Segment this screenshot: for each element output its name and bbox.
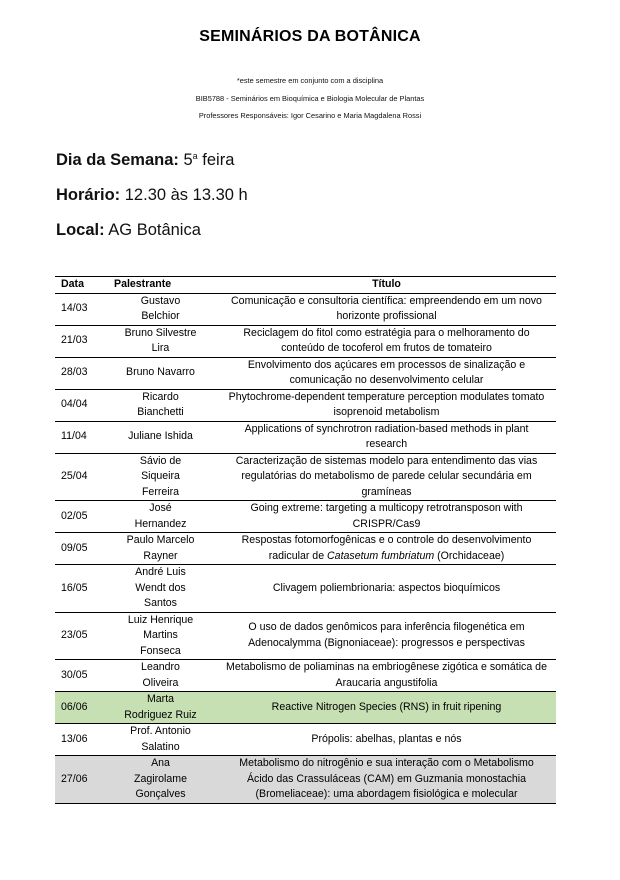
time-label: Horário: bbox=[56, 186, 121, 204]
row-speaker: Paulo Marcelo Rayner bbox=[104, 533, 217, 565]
row-title: Comunicação e consultoria científica: empreendendo em um novo horizonte profissional bbox=[217, 293, 556, 325]
row-title: Clivagem poliembrionaria: aspectos bioquímicos bbox=[217, 565, 556, 613]
row-date: 06/06 bbox=[55, 692, 104, 724]
table-row bbox=[55, 756, 556, 804]
row-title: Própolis: abelhas, plantas e nós bbox=[217, 724, 556, 756]
professors-line: Professores Responsáveis: Igor Cesarino e Maria Magdalena Rossi bbox=[198, 111, 422, 120]
column-header-speaker: Palestrante bbox=[104, 277, 217, 294]
row-speaker: Bruno Navarro bbox=[104, 357, 217, 389]
row-speaker: Leandro Oliveira bbox=[104, 660, 217, 692]
row-title: Phytochrome-dependent temperature perception modulates tomato isoprenoid metabolism bbox=[217, 389, 556, 421]
time-info bbox=[56, 186, 248, 205]
row-title: Envolvimento dos açúcares em processos de sinalização e comunicação no desenvolvimento celular bbox=[217, 357, 556, 389]
row-speaker: Luiz Henrique Martins Fonseca bbox=[104, 612, 217, 660]
semester-note: *este semestre em conjunto com a disciplina bbox=[236, 76, 384, 85]
table-row bbox=[55, 724, 556, 756]
weekday-number: 5 bbox=[183, 151, 193, 169]
page-title: SEMINÁRIOS DA BOTÂNICA bbox=[199, 28, 421, 45]
row-date: 11/04 bbox=[55, 421, 104, 453]
column-header-title: Título bbox=[217, 277, 556, 294]
row-date: 16/05 bbox=[55, 565, 104, 613]
row-title: Metabolismo de poliaminas na embriogênese zigótica e somática de Araucaria angustifolia bbox=[217, 660, 556, 692]
row-speaker: Sávio de Siqueira Ferreira bbox=[104, 453, 217, 501]
row-title-family: (Orchidaceae) bbox=[434, 549, 505, 562]
row-title: Caracterização de sistemas modelo para entendimento das vias regulatórias do metabolismo de parede celular secundária em gramíneas bbox=[217, 453, 556, 501]
row-speaker: Marta Rodriguez Ruiz bbox=[104, 692, 217, 724]
row-title: Going extreme: targeting a multicopy retrotransposon with CRISPR/Cas9 bbox=[217, 501, 556, 533]
table-row bbox=[55, 692, 556, 724]
row-date: 27/06 bbox=[55, 756, 104, 804]
table-header-row bbox=[55, 277, 556, 294]
row-title: O uso de dados genômicos para inferência filogenética em Adenocalymma (Bignoniaceae): progressos e perspectivas bbox=[217, 612, 556, 660]
weekday-info bbox=[56, 151, 234, 170]
table-row bbox=[55, 293, 556, 325]
row-speaker: Prof. Antonio Salatino bbox=[104, 724, 217, 756]
row-speaker: Juliane Ishida bbox=[104, 421, 217, 453]
row-date: 09/05 bbox=[55, 533, 104, 565]
row-title-species: Catasetum fumbriatum bbox=[327, 549, 435, 562]
time-value: 12.30 às 13.30 h bbox=[120, 186, 248, 204]
row-date: 25/04 bbox=[55, 453, 104, 501]
table-row bbox=[55, 565, 556, 613]
row-date: 28/03 bbox=[55, 357, 104, 389]
table-row bbox=[55, 533, 556, 565]
row-title: Reciclagem do fitol como estratégia para o melhoramento do conteúdo de tocoferol em frutos de tomateiro bbox=[217, 325, 556, 357]
table-row bbox=[55, 501, 556, 533]
weekday-value bbox=[183, 151, 234, 169]
row-speaker: Ana Zagirolame Gonçalves bbox=[104, 756, 217, 804]
table-row bbox=[55, 660, 556, 692]
table-row bbox=[55, 453, 556, 501]
row-speaker: Gustavo Belchior bbox=[104, 293, 217, 325]
table-row bbox=[55, 421, 556, 453]
weekday-word: feira bbox=[197, 151, 235, 169]
table-row bbox=[55, 325, 556, 357]
table-row bbox=[55, 612, 556, 660]
row-date: 23/05 bbox=[55, 612, 104, 660]
row-date: 14/03 bbox=[55, 293, 104, 325]
row-date: 13/06 bbox=[55, 724, 104, 756]
seminar-schedule-table bbox=[55, 276, 556, 804]
row-speaker: José Hernandez bbox=[104, 501, 217, 533]
weekday-ordinal: a bbox=[192, 151, 198, 161]
row-date: 04/04 bbox=[55, 389, 104, 421]
row-speaker: André Luis Wendt dos Santos bbox=[104, 565, 217, 613]
location-label: Local: bbox=[56, 221, 105, 239]
course-name: BIB5788 - Seminários em Bioquímica e Biologia Molecular de Plantas bbox=[195, 94, 425, 103]
row-speaker: Ricardo Bianchetti bbox=[104, 389, 217, 421]
row-title: Applications of synchrotron radiation-based methods in plant research bbox=[217, 421, 556, 453]
weekday-label: Dia da Semana: bbox=[56, 151, 179, 169]
row-date: 21/03 bbox=[55, 325, 104, 357]
table-row bbox=[55, 357, 556, 389]
location-value: AG Botânica bbox=[104, 221, 201, 239]
table-row bbox=[55, 389, 556, 421]
location-info bbox=[56, 221, 201, 240]
row-title: Reactive Nitrogen Species (RNS) in fruit ripening bbox=[217, 692, 556, 724]
row-date: 02/05 bbox=[55, 501, 104, 533]
row-title-text: Respostas fotomorfogênicas e o controle do desenvolvimento radicular de bbox=[241, 534, 532, 562]
row-date: 30/05 bbox=[55, 660, 104, 692]
row-title: Metabolismo do nitrogênio e sua interação com o Metabolismo Ácido das Crassuláceas (CAM) em Guzmania monostachia (Bromeliaceae): uma abordagem fisiológica e molecular bbox=[217, 756, 556, 804]
column-header-date: Data bbox=[55, 277, 104, 294]
row-speaker: Bruno Silvestre Lira bbox=[104, 325, 217, 357]
row-title bbox=[217, 533, 556, 565]
